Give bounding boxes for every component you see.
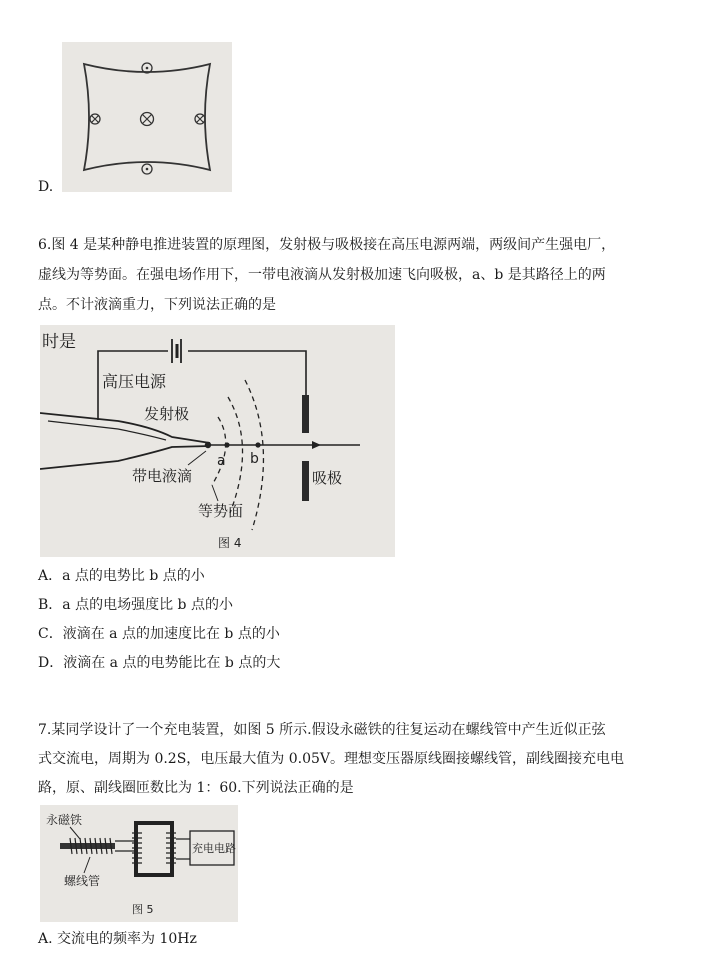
- point-b-label: b: [250, 451, 259, 467]
- field-in-icon: [141, 113, 154, 126]
- q6-option-c[interactable]: C．液滴在 a 点的加速度比在 b 点的小: [38, 626, 280, 642]
- field-in-icon: [195, 114, 205, 124]
- q6-figure-electrostatic-thruster: [40, 325, 395, 557]
- q6-option-b[interactable]: B．a 点的电场强度比 b 点的小: [38, 597, 233, 613]
- power-label: 高压电源: [102, 372, 167, 391]
- q7-stem-line-3: 路，原、副线圈匝数比为 1：60.下列说法正确的是: [38, 780, 354, 796]
- q7-stem-line-1: 7.某同学设计了一个充电装置，如图 5 所示.假设永磁铁的往复运动在螺线管中产生近似正弦: [38, 722, 606, 738]
- figure-5-caption: 图 5: [132, 903, 154, 916]
- emitter-label: 发射极: [144, 405, 190, 423]
- q5-option-d-figure: [62, 42, 232, 192]
- battery-icon: [172, 339, 181, 363]
- q6-stem-line-1: 6.图 4 是某种静电推进装置的原理图，发射极与吸极接在高压电源两端，两级间产生强电厂，: [38, 237, 616, 253]
- droplet-icon: [205, 442, 211, 448]
- solenoid-label: 螺线管: [64, 874, 101, 888]
- point-b-marker: [255, 442, 260, 447]
- absorber-lower-plate: [302, 461, 309, 501]
- point-a-label: a: [217, 453, 226, 469]
- q7-figure-charging-device: [40, 805, 238, 922]
- magnet-label: 永磁铁: [46, 813, 83, 827]
- equipotential-label: 等势面: [198, 502, 244, 520]
- q6-stem-line-3: 点。不计液滴重力，下列说法正确的是: [38, 297, 276, 313]
- q6-option-d[interactable]: D．液滴在 a 点的电势能比在 b 点的大: [38, 655, 281, 671]
- absorber-label: 吸极: [312, 469, 343, 487]
- q5-option-d-label[interactable]: D.: [38, 179, 54, 195]
- solenoid-icon: [70, 838, 112, 854]
- field-in-icon: [90, 114, 100, 124]
- corner-text: 时是: [42, 332, 76, 352]
- q6-stem-line-2: 虚线为等势面。在强电场作用下，一带电液滴从发射极加速飞向吸极，a、b 是其路径上的两: [38, 267, 606, 283]
- transformer-core-icon: [136, 823, 172, 875]
- transformer-coil-icon: [132, 833, 176, 863]
- droplet-label: 带电液滴: [132, 467, 193, 485]
- absorber-upper-plate: [302, 395, 309, 433]
- q7-stem-line-2: 式交流电，周期为 0.2S，电压最大值为 0.05V。理想变压器原线圈接螺线管，副线圈接充电电: [38, 751, 625, 767]
- circuit-label: 充电电路: [192, 842, 236, 855]
- q7-option-a[interactable]: A. 交流电的频率为 10Hz: [38, 931, 197, 947]
- field-out-icon: [142, 164, 152, 174]
- figure-4-caption: 图 4: [218, 536, 242, 550]
- q6-option-a[interactable]: A．a 点的电势比 b 点的小: [38, 568, 205, 584]
